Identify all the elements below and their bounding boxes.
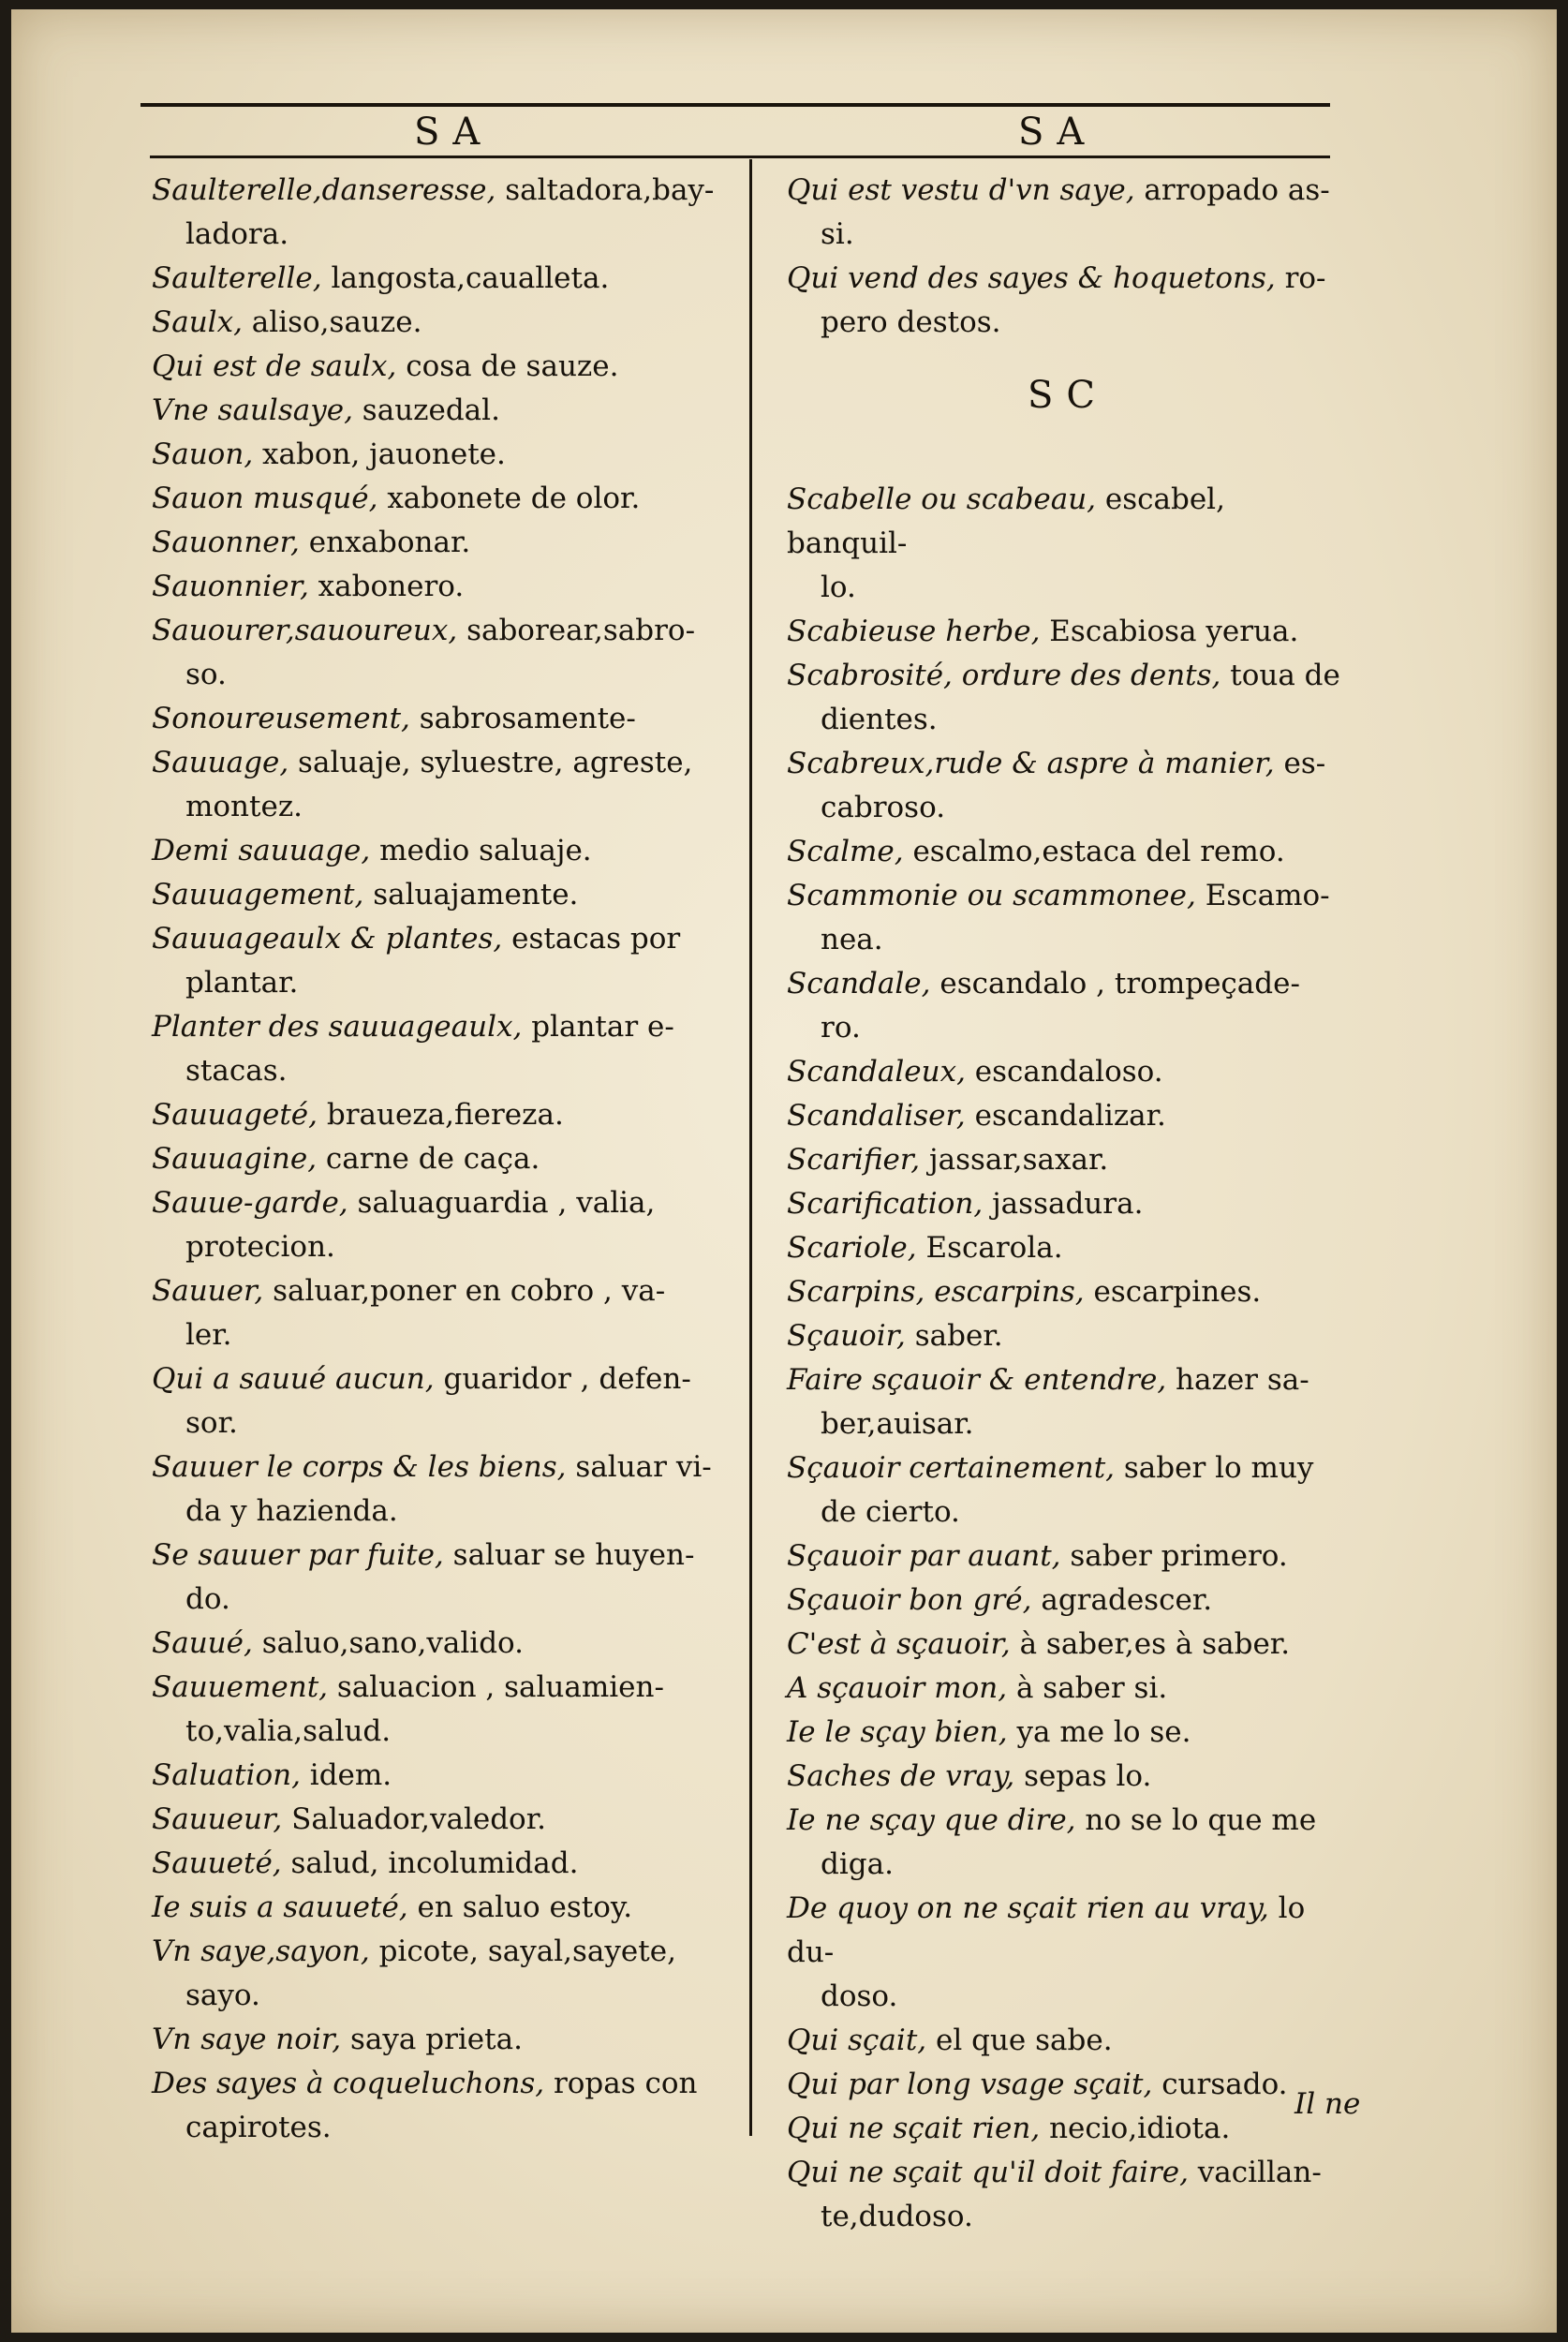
dictionary-entry <box>152 433 737 477</box>
dictionary-entry <box>787 2019 1349 2063</box>
running-head-left: SA <box>414 111 494 154</box>
column-divider <box>749 159 752 2136</box>
french-headword: Qui vend des sayes & hoquetons, <box>787 261 1276 295</box>
dictionary-entry <box>152 829 737 873</box>
translation-continuation: ladora. <box>185 217 289 251</box>
translation-continuation: si. <box>821 217 854 251</box>
running-head-right: SA <box>1018 111 1098 154</box>
dictionary-entry <box>152 521 737 565</box>
translation-continuation: ber,auisar. <box>821 1407 974 1441</box>
french-headword: Sçauoir bon gré, <box>787 1583 1032 1617</box>
spanish-translation: saluar,poner en cobro , va- <box>273 1274 666 1308</box>
dictionary-entry <box>787 1314 1349 1358</box>
french-headword: Qui est vestu d'vn saye, <box>787 173 1135 207</box>
spanish-translation: jassadura. <box>992 1187 1144 1221</box>
dictionary-entry <box>152 2018 737 2062</box>
french-headword: A sçauoir mon, <box>787 1671 1008 1705</box>
french-headword: Faire sçauoir & entendre, <box>787 1363 1167 1397</box>
french-headword: Sauonnier, <box>152 570 309 603</box>
spanish-translation: Escabiosa yerua. <box>1049 615 1299 648</box>
dictionary-entry <box>787 1799 1349 1887</box>
spanish-translation: agradescer. <box>1041 1583 1213 1617</box>
dictionary-entry <box>787 830 1349 874</box>
translation-continuation: protecion. <box>185 1230 335 1264</box>
french-headword: Scarification, <box>787 1187 984 1221</box>
spanish-translation: picote, sayal,sayete, <box>378 1934 676 1968</box>
spanish-translation: salud, incolumidad. <box>290 1846 579 1880</box>
dictionary-entry <box>152 1886 737 1930</box>
translation-continuation: te,dudoso. <box>821 2200 973 2233</box>
dictionary-entry <box>152 1842 737 1886</box>
french-headword: Sauue-garde, <box>152 1186 348 1220</box>
spanish-translation: escalmo,estaca del remo. <box>912 835 1285 868</box>
spanish-translation: à saber si. <box>1015 1671 1168 1705</box>
spanish-translation: saluacion , saluamien- <box>336 1670 664 1704</box>
translation-continuation: dientes. <box>821 703 938 736</box>
translation-continuation: lo. <box>821 571 856 604</box>
french-headword: Qui est de saulx, <box>152 349 397 383</box>
french-headword: Sauué, <box>152 1626 253 1660</box>
french-headword: Scarifier, <box>787 1143 921 1177</box>
spanish-translation: jassar,saxar. <box>928 1143 1109 1177</box>
french-headword: Sçauoir certainement, <box>787 1451 1116 1485</box>
dictionary-entry <box>152 1622 737 1666</box>
spanish-translation: saluo,sano,valido. <box>261 1626 525 1660</box>
spanish-translation: saluajamente. <box>373 878 579 912</box>
french-headword: Scammonie ou scammonee, <box>787 879 1196 912</box>
spanish-translation: escarpines. <box>1093 1275 1262 1309</box>
dictionary-entry <box>152 917 737 1005</box>
spanish-translation: cursado. <box>1161 2068 1288 2101</box>
spanish-translation: à saber,es à saber. <box>1019 1627 1291 1661</box>
french-headword: Sauuer le corps & les biens, <box>152 1450 567 1484</box>
spanish-translation: cosa de sauze. <box>406 349 619 383</box>
dictionary-entry <box>787 1270 1349 1314</box>
left-column <box>152 169 737 2150</box>
french-headword: Saulterelle,danseresse, <box>152 173 496 207</box>
french-headword: Scarpins, escarpins, <box>787 1275 1085 1309</box>
spanish-translation: escandalizar. <box>974 1099 1166 1133</box>
spanish-translation: ro- <box>1284 261 1326 295</box>
dictionary-entry <box>787 1711 1349 1755</box>
dictionary-entry <box>787 1887 1349 2019</box>
spanish-translation: no se lo que me <box>1085 1803 1317 1837</box>
translation-continuation: sor. <box>185 1406 238 1440</box>
translation-continuation: capirotes. <box>185 2111 332 2144</box>
dictionary-entry <box>787 2151 1349 2239</box>
dictionary-entry <box>787 1358 1349 1446</box>
translation-continuation: diga. <box>821 1847 894 1881</box>
french-headword: Qui a sauué aucun, <box>152 1362 435 1396</box>
dictionary-entry <box>787 1138 1349 1182</box>
french-headword: Vn saye noir, <box>152 2023 342 2056</box>
french-headword: Ie ne sçay que dire, <box>787 1803 1076 1837</box>
dictionary-entry <box>152 1269 737 1357</box>
right-column <box>787 169 1349 2239</box>
french-headword: Sauourer,sauoureux, <box>152 614 458 647</box>
dictionary-entry <box>787 874 1349 962</box>
spanish-translation: saluar se huyen- <box>452 1538 695 1572</box>
french-headword: Sauuagine, <box>152 1142 318 1176</box>
dictionary-entry <box>787 654 1349 742</box>
spanish-translation: Escarola. <box>925 1231 1063 1265</box>
spanish-translation: idem. <box>309 1758 392 1792</box>
spanish-translation: estacas por <box>511 922 681 956</box>
french-headword: Sauonner, <box>152 526 300 559</box>
catchword: Il ne <box>1294 2087 1361 2121</box>
french-headword: Scabreux,rude & aspre à manier, <box>787 747 1275 780</box>
section-heading: SC <box>1027 374 1108 417</box>
dictionary-entry <box>152 1534 737 1622</box>
dictionary-entry <box>787 257 1349 345</box>
french-headword: Sauueur, <box>152 1802 283 1836</box>
french-headword: De quoy on ne sçait rien au vray, <box>787 1891 1269 1925</box>
dictionary-entry <box>152 1666 737 1754</box>
spanish-translation: toua de <box>1230 659 1340 692</box>
dictionary-entry <box>787 1755 1349 1799</box>
dictionary-entry <box>152 741 737 829</box>
dictionary-entry <box>152 2062 737 2150</box>
spanish-translation: en saluo estoy. <box>417 1890 633 1924</box>
dictionary-entry <box>152 1093 737 1137</box>
french-headword: Scalme, <box>787 835 904 868</box>
translation-continuation: stacas. <box>185 1054 288 1088</box>
dictionary-entry <box>152 389 737 433</box>
french-headword: Ie suis a sauueté, <box>152 1890 408 1924</box>
french-headword: Planter des sauuageaulx, <box>152 1010 523 1044</box>
french-headword: Scandale, <box>787 967 931 1001</box>
dictionary-entry <box>152 1005 737 1093</box>
header-rule <box>150 156 1330 158</box>
spanish-translation: saya prieta. <box>349 2023 523 2056</box>
spanish-translation: ropas con <box>553 2067 698 2100</box>
dictionary-entry <box>787 1182 1349 1226</box>
french-headword: Qui ne sçait rien, <box>787 2112 1041 2145</box>
french-headword: Ie le sçay bien, <box>787 1715 1008 1749</box>
spanish-translation: vacillan- <box>1197 2156 1322 2189</box>
spanish-translation: saltadora,bay- <box>505 173 715 207</box>
dictionary-entry <box>152 1930 737 2018</box>
french-headword: Demi sauuage, <box>152 834 371 867</box>
spanish-translation: medio saluaje. <box>379 834 592 867</box>
dictionary-entry <box>152 169 737 257</box>
french-headword: Sauon musqué, <box>152 482 378 515</box>
dictionary-entry <box>787 1226 1349 1270</box>
spanish-translation: plantar e- <box>531 1010 674 1044</box>
spanish-translation: xabonete de olor. <box>387 482 641 515</box>
spanish-translation: hazer sa- <box>1176 1363 1309 1397</box>
spanish-translation: braueza,fiereza. <box>326 1098 564 1132</box>
spanish-translation: saber lo muy <box>1123 1451 1314 1485</box>
french-headword: Scandaleux, <box>787 1055 966 1089</box>
french-headword: Saulx, <box>152 305 243 339</box>
french-headword: Saulterelle, <box>152 261 322 295</box>
spanish-translation: escabel, banquil- <box>787 482 1225 560</box>
translation-continuation: pero destos. <box>821 305 1001 339</box>
dictionary-entry <box>152 697 737 741</box>
french-headword: Sauuageaulx & plantes, <box>152 922 503 956</box>
dictionary-entry <box>152 345 737 389</box>
translation-continuation: to,valia,salud. <box>185 1714 392 1748</box>
dictionary-entry <box>787 478 1349 610</box>
translation-continuation: da y hazienda. <box>185 1494 398 1528</box>
dictionary-entry <box>787 1094 1349 1138</box>
translation-continuation: montez. <box>185 790 303 823</box>
french-headword: Sauuageté, <box>152 1098 318 1132</box>
translation-continuation: de cierto. <box>821 1495 960 1529</box>
dictionary-entry <box>787 1534 1349 1579</box>
dictionary-entry <box>152 1181 737 1269</box>
spanish-translation: sepas lo. <box>1024 1759 1152 1793</box>
french-headword: Sçauoir, <box>787 1319 906 1353</box>
dictionary-entry <box>787 1579 1349 1623</box>
spanish-translation: escandaloso. <box>974 1055 1163 1089</box>
french-headword: Sçauoir par auant, <box>787 1539 1061 1573</box>
spanish-translation: sabrosamente- <box>419 702 636 735</box>
spanish-translation: sauzedal. <box>362 393 500 427</box>
book-page <box>11 9 1557 2333</box>
french-headword: Scandaliser, <box>787 1099 966 1133</box>
french-headword: Qui par long vsage sçait, <box>787 2068 1153 2101</box>
translation-continuation: sayo. <box>185 1979 260 2012</box>
french-headword: Scabelle ou scabeau, <box>787 482 1097 516</box>
translation-continuation: nea. <box>821 923 883 956</box>
spanish-translation: saborear,sabro- <box>466 614 696 647</box>
translation-continuation: doso. <box>821 1979 898 2013</box>
dictionary-entry <box>152 1445 737 1534</box>
french-headword: Sauuagement, <box>152 878 364 912</box>
dictionary-entry <box>787 1667 1349 1711</box>
spanish-translation: es- <box>1283 747 1326 780</box>
french-headword: Se sauuer par fuite, <box>152 1538 444 1572</box>
french-headword: Vn saye,sayon, <box>152 1934 370 1968</box>
translation-continuation: ler. <box>185 1318 232 1352</box>
spanish-translation: el que sabe. <box>936 2023 1113 2057</box>
french-headword: Sauuage, <box>152 746 289 779</box>
spanish-translation: xabon, jauonete. <box>262 437 506 471</box>
dictionary-entry <box>787 2107 1349 2151</box>
french-headword: Sauon, <box>152 437 254 471</box>
french-headword: Sauueté, <box>152 1846 282 1880</box>
dictionary-entry <box>152 1754 737 1798</box>
spanish-translation: arropado as- <box>1144 173 1330 207</box>
top-rule <box>141 103 1330 107</box>
french-headword: Vne saulsaye, <box>152 393 353 427</box>
french-headword: Scabrosité, ordure des dents, <box>787 659 1221 692</box>
dictionary-entry <box>787 169 1349 257</box>
spanish-translation: xabonero. <box>318 570 465 603</box>
dictionary-entry <box>152 873 737 917</box>
french-headword: Qui ne sçait qu'il doit faire, <box>787 2156 1189 2189</box>
dictionary-entry <box>787 1446 1349 1534</box>
spanish-translation: carne de caça. <box>325 1142 540 1176</box>
dictionary-entry <box>787 1623 1349 1667</box>
spanish-translation: ya me lo se. <box>1016 1715 1191 1749</box>
dictionary-entry <box>152 565 737 609</box>
translation-continuation: cabroso. <box>821 791 946 824</box>
dictionary-entry <box>787 2063 1349 2107</box>
french-headword: Saluation, <box>152 1758 301 1792</box>
french-headword: Des sayes à coqueluchons, <box>152 2067 545 2100</box>
french-headword: Sauuement, <box>152 1670 329 1704</box>
french-headword: C'est à sçauoir, <box>787 1627 1011 1661</box>
dictionary-entry <box>152 1357 737 1445</box>
translation-continuation: ro. <box>821 1011 861 1045</box>
spanish-translation: guaridor , defen- <box>443 1362 691 1396</box>
french-headword: Sauuer, <box>152 1274 264 1308</box>
dictionary-entry <box>152 1798 737 1842</box>
dictionary-entry <box>152 1137 737 1181</box>
dictionary-entry <box>787 962 1349 1050</box>
french-headword: Scabieuse herbe, <box>787 615 1041 648</box>
french-headword: Sonoureusement, <box>152 702 410 735</box>
french-headword: Qui sçait, <box>787 2023 927 2057</box>
spanish-translation: langosta,caualleta. <box>331 261 610 295</box>
dictionary-entry <box>152 477 737 521</box>
spanish-translation: aliso,sauze. <box>251 305 422 339</box>
spanish-translation: saber. <box>914 1319 1003 1353</box>
dictionary-entry <box>152 609 737 697</box>
spanish-translation: saluaje, syluestre, agreste, <box>298 746 693 779</box>
dictionary-entry <box>152 257 737 301</box>
spanish-translation: saluar vi- <box>575 1450 712 1484</box>
spanish-translation: saber primero. <box>1070 1539 1288 1573</box>
french-headword: Scariole, <box>787 1231 917 1265</box>
spanish-translation: escandalo , trompeçade- <box>939 967 1300 1001</box>
spanish-translation: saluaguardia , valia, <box>357 1186 656 1220</box>
spanish-translation: lo du- <box>787 1891 1306 1969</box>
spanish-translation: Saluador,valedor. <box>291 1802 546 1836</box>
translation-continuation: do. <box>185 1582 230 1616</box>
dictionary-entry <box>152 301 737 345</box>
dictionary-entry <box>787 610 1349 654</box>
dictionary-entry <box>787 742 1349 830</box>
spanish-translation: Escamo- <box>1205 879 1330 912</box>
translation-continuation: plantar. <box>185 966 299 1000</box>
spanish-translation: enxabonar. <box>308 526 471 559</box>
dictionary-entry <box>787 1050 1349 1094</box>
spanish-translation: necio,idiota. <box>1049 2112 1231 2145</box>
french-headword: Saches de vray, <box>787 1759 1015 1793</box>
translation-continuation: so. <box>185 658 227 691</box>
